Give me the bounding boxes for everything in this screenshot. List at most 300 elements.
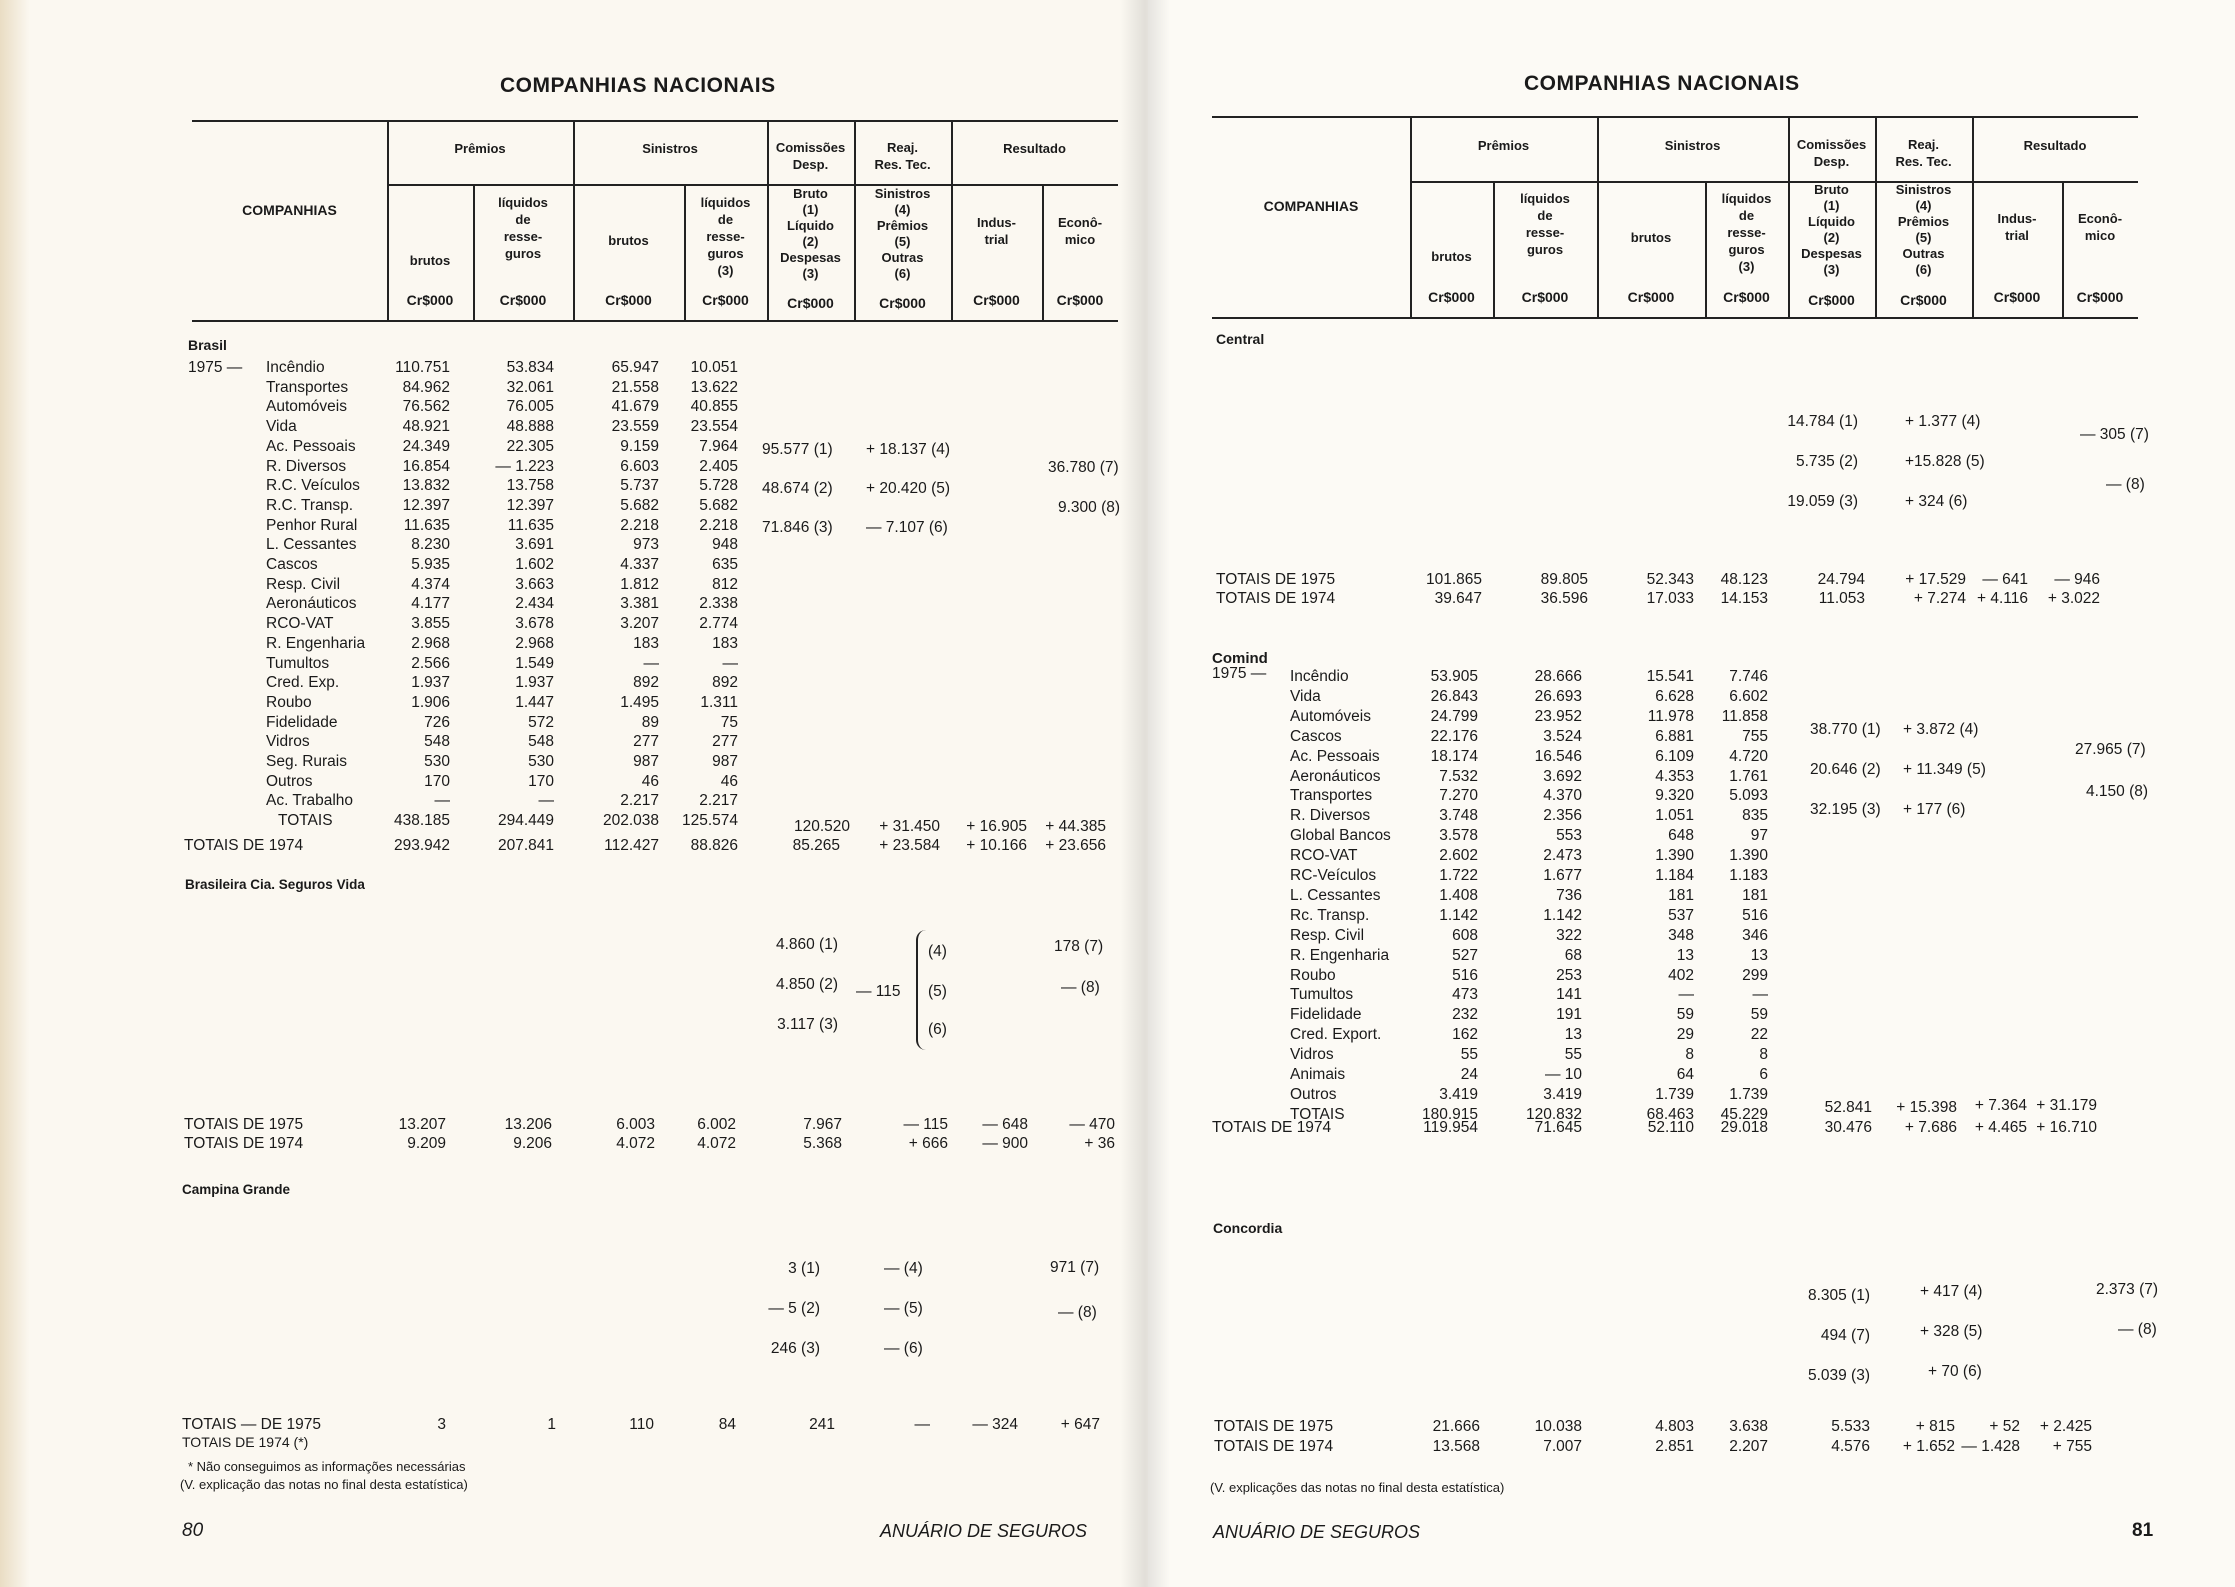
table-cell: 2.434 [515, 595, 554, 613]
table-cell: 89 [641, 713, 659, 731]
row-label: Tumultos [266, 654, 330, 672]
table-cell: 1.761 [1729, 767, 1768, 785]
table-cell: — [1678, 986, 1694, 1004]
table-cell: 835 [1742, 807, 1768, 825]
table-cell: 9.159 [620, 437, 659, 455]
table-cell: 23.559 [611, 418, 659, 436]
table-cell: 3.419 [1439, 1085, 1478, 1103]
totals-cell: + 7.686 [1904, 1119, 1957, 1136]
table-cell: 1.602 [515, 556, 554, 573]
totals-cell: + 17.529 [1905, 571, 1966, 588]
table-cell: 16.546 [1534, 747, 1582, 765]
table-cell: 1.390 [1655, 847, 1694, 865]
table-cell: 11.635 [403, 516, 450, 534]
reaj-value: — 7.107 (6) [866, 519, 948, 536]
table-cell: 548 [424, 733, 450, 751]
row-label: Cascos [266, 556, 318, 573]
row-label: Global Bancos [1290, 827, 1391, 845]
left-page-title: COMPANHIAS NACIONAIS [500, 74, 776, 97]
table-cell: 6 [1759, 1066, 1768, 1083]
table-cell: 59 [1750, 1006, 1768, 1024]
table-cell: 2.774 [699, 615, 738, 633]
header-liquidos: líquidos de resse- guros [498, 195, 548, 261]
reaj-value: + 70 (6) [1928, 1363, 1982, 1380]
totals-cell: 13.207 [398, 1116, 446, 1133]
footer-title: ANUÁRIO DE SEGUROS [1213, 1522, 1421, 1542]
header-sinistros-premios-outras: Sinistros (4) Prêmios (5) Outras (6) [1895, 182, 1952, 277]
comissoes-value: 20.646 (2) [1810, 761, 1881, 778]
header-reaj: Reaj. Res. Tec. [1895, 137, 1952, 169]
table-cell: 1.051 [1655, 807, 1694, 825]
totals-cell: + 3.022 [2047, 590, 2100, 607]
table-cell: 1.739 [1729, 1085, 1768, 1103]
reaj-value: — (4) [884, 1260, 923, 1277]
table-cell: 9.320 [1655, 787, 1694, 805]
table-cell: 55 [1460, 1046, 1478, 1064]
header-bruto-liquido-despesas: Bruto (1) Líquido (2) Despesas (3) [1801, 182, 1862, 277]
table-cell: 48.921 [402, 418, 450, 436]
table-cell: 3.748 [1439, 807, 1478, 825]
header-resultado: Resultado [1003, 141, 1066, 156]
comissoes-value: 4.860 (1) [775, 936, 838, 953]
unit-label: Cr$000 [605, 292, 652, 308]
totals-cell: 39.647 [1434, 590, 1482, 607]
totals-1975-cell: + 16.905 [966, 818, 1027, 835]
table-cell: 24 [1460, 1066, 1478, 1083]
table-cell: 4.353 [1655, 767, 1694, 785]
totals-cell: 88.826 [690, 837, 738, 854]
reaj-value: +15.828 (5) [1905, 453, 1985, 470]
totals-label: TOTAIS — DE 1975 [182, 1416, 321, 1433]
totals-cell: 9.209 [407, 1135, 446, 1152]
table-cell: 75 [720, 713, 738, 731]
header-comissoes: Comissões Desp. [1796, 137, 1867, 169]
reaj-value: — (6) [884, 1340, 923, 1357]
unit-label: Cr$000 [1627, 289, 1675, 305]
table-cell: 13.832 [402, 477, 450, 495]
table-cell: 1.677 [1543, 867, 1582, 884]
header-premios: Prêmios [454, 141, 506, 156]
table-cell: 170 [528, 772, 554, 790]
totals-cell: 4.576 [1831, 1438, 1870, 1455]
row-label: TOTAIS [1290, 1105, 1345, 1123]
reaj-label: (5) [928, 983, 947, 1000]
table-cell: 68.463 [1646, 1105, 1694, 1123]
table-cell: 183 [633, 634, 659, 652]
header-bruto-liquido-despesas: Bruto (1) Líquido (2) Despesas (3) [780, 186, 841, 281]
table-cell: 68 [1564, 946, 1582, 964]
totals-cell: + 815 [1915, 1418, 1955, 1435]
table-cell: 5.728 [699, 477, 738, 495]
table-cell: 537 [1668, 906, 1694, 924]
row-label: R. Engenharia [1290, 946, 1390, 964]
page-number: 81 [2132, 1520, 2154, 1541]
comissoes-value: 32.195 (3) [1810, 801, 1881, 818]
header-economico: Econô- mico [1057, 215, 1103, 247]
table-cell: 2.968 [515, 634, 554, 652]
table-cell: 892 [633, 674, 659, 692]
table-cell: 97 [1750, 827, 1768, 845]
table-cell: 277 [712, 733, 738, 751]
totals-cell: 2.851 [1655, 1438, 1694, 1455]
header-economico: Econô- mico [2077, 211, 2123, 243]
table-cell: 59 [1676, 1006, 1694, 1024]
comissoes-value: 4.850 (2) [775, 976, 838, 993]
totals-cell: 48.123 [1720, 571, 1768, 588]
unit-label: Cr$000 [2076, 289, 2124, 305]
footer-title: ANUÁRIO DE SEGUROS [880, 1521, 1088, 1541]
table-cell: 18.174 [1430, 747, 1478, 765]
table-cell: 183 [712, 634, 738, 652]
comissoes-value: 5.735 (2) [1795, 453, 1858, 470]
totals-cell: 52.343 [1646, 571, 1694, 588]
table-cell: 180.915 [1421, 1105, 1478, 1123]
table-cell: 346 [1742, 926, 1768, 944]
totals-cell: — 946 [2054, 571, 2100, 588]
table-cell: 530 [528, 753, 554, 770]
reaj-label: (4) [928, 943, 947, 960]
table-cell: 1.937 [411, 674, 450, 692]
unit-label: Cr$000 [406, 292, 454, 308]
table-cell: 1.722 [1439, 867, 1478, 884]
table-cell: 53.834 [506, 359, 554, 376]
table-cell: 7.270 [1439, 787, 1478, 805]
row-label: Fidelidade [1290, 1006, 1362, 1024]
totals-1975-cell: + 31.450 [879, 818, 940, 835]
row-label: Vidros [1290, 1046, 1334, 1064]
table-cell: 4.720 [1729, 747, 1768, 765]
unit-label: Cr$000 [1056, 292, 1104, 308]
table-cell: 13.622 [690, 378, 738, 396]
comissoes-value: 38.770 (1) [1810, 721, 1881, 738]
table-cell: 553 [1556, 827, 1582, 845]
table-cell: 8 [1759, 1046, 1768, 1064]
table-cell: 530 [424, 753, 450, 770]
totals-cell: + 7.274 [1913, 590, 1966, 607]
company-name: Brasil [188, 337, 227, 353]
table-cell: 1.142 [1543, 906, 1582, 924]
reaj-value: + 324 (6) [1905, 493, 1968, 510]
page-edge [0, 0, 30, 1587]
row-label: Animais [1290, 1066, 1346, 1083]
totals-cell: — 641 [1982, 571, 2028, 588]
totals-cell: 112.427 [604, 837, 659, 854]
table-cell: 438.185 [393, 812, 450, 830]
table-cell: 2.566 [411, 654, 450, 672]
row-label: R.C. Veículos [266, 477, 360, 495]
totals-cell: — 1.428 [1961, 1438, 2020, 1455]
table-cell: 4.337 [620, 556, 659, 573]
table-cell: 162 [1452, 1026, 1478, 1044]
resultado-value: — 305 (7) [2080, 426, 2149, 443]
totals-cell: + 52 [1989, 1418, 2020, 1435]
totals-cell: 2.207 [1729, 1438, 1768, 1455]
table-cell: 16.854 [402, 457, 450, 475]
unit-label: Cr$000 [499, 292, 547, 308]
table-cell: 40.855 [690, 398, 738, 416]
table-cell: 1.739 [1655, 1085, 1694, 1103]
table-cell: — [722, 654, 738, 672]
table-cell: 26.843 [1430, 687, 1478, 705]
table-cell: 402 [1668, 966, 1694, 984]
reaj-value: — 115 [856, 983, 901, 1000]
totals-cell: + 666 [908, 1135, 948, 1152]
totals-cell: — [914, 1416, 930, 1433]
unit-label: Cr$000 [1900, 292, 1947, 308]
row-label: Ac. Pessoais [1290, 747, 1380, 765]
company-name: Campina Grande [182, 1182, 291, 1197]
unit-label: Cr$000 [1428, 289, 1475, 305]
table-cell: 299 [1742, 966, 1768, 984]
table-cell: 41.679 [611, 398, 659, 416]
totals-1975-cell: + 31.179 [2036, 1097, 2097, 1114]
table-cell: 2.218 [699, 516, 738, 534]
resultado-value: 9.300 (8) [1058, 499, 1121, 516]
table-cell: 1.812 [620, 575, 659, 593]
reaj-value: — (5) [884, 1300, 923, 1317]
table-cell: 5.682 [699, 496, 738, 514]
table-cell: 23.952 [1534, 707, 1582, 725]
right-page-title: COMPANHIAS NACIONAIS [1524, 72, 1800, 95]
totals-cell: + 23.584 [879, 837, 940, 854]
row-label: Vida [1290, 687, 1321, 705]
totals-cell: 21.666 [1432, 1418, 1480, 1435]
resultado-value: 4.150 (8) [2086, 783, 2149, 800]
totals-cell: + 647 [1060, 1416, 1100, 1433]
row-label: L. Cessantes [266, 536, 357, 554]
table-cell: 21.558 [611, 378, 659, 396]
totals-cell: 14.153 [1720, 590, 1768, 607]
header-brutos-sinistros: brutos [608, 233, 649, 248]
table-cell: 15.541 [1646, 668, 1694, 685]
book-gutter [1120, 0, 1170, 1587]
totals-cell: + 23.656 [1045, 837, 1106, 854]
row-label: Fidelidade [266, 713, 338, 731]
comissoes-value: 494 (7) [1820, 1327, 1870, 1344]
totals-cell: 13.568 [1432, 1438, 1480, 1455]
reaj-value: + 1.377 (4) [1905, 413, 1981, 430]
resultado-value: — (8) [2118, 1321, 2157, 1338]
totals-label: TOTAIS DE 1975 [184, 1116, 304, 1133]
table-cell: 2.217 [699, 792, 738, 810]
table-cell: 294.449 [497, 812, 554, 830]
unit-label: Cr$000 [1723, 289, 1770, 305]
company-name: Concordia [1213, 1220, 1283, 1236]
table-cell: 84.962 [402, 378, 450, 396]
table-cell: 2.356 [1543, 807, 1582, 825]
header-brutos-sinistros: brutos [1630, 230, 1672, 245]
table-cell: 7.746 [1729, 668, 1768, 685]
table-cell: 55 [1564, 1046, 1582, 1064]
row-label: Ac. Pessoais [266, 437, 356, 455]
table-cell: 2.218 [620, 516, 659, 534]
table-cell: 1.937 [515, 674, 554, 692]
company-name: Brasileira Cia. Seguros Vida [185, 877, 365, 892]
table-cell: 26.693 [1534, 687, 1582, 705]
table-cell: 3.207 [620, 615, 659, 633]
comissoes-value: — 5 (2) [768, 1300, 820, 1317]
table-cell: 1.447 [515, 693, 554, 711]
page-number: 80 [182, 1520, 204, 1541]
table-cell: 608 [1452, 926, 1478, 944]
totals-label: TOTAIS DE 1974 [184, 837, 304, 854]
table-cell: 141 [1556, 986, 1582, 1004]
resultado-value: — (8) [1061, 979, 1100, 996]
totals-cell: 5.368 [803, 1135, 842, 1152]
totals-cell: 30.476 [1824, 1119, 1872, 1136]
table-cell: 11.635 [507, 516, 554, 534]
year-label: 1975 — [188, 359, 243, 376]
row-label: RC-Veículos [1290, 867, 1377, 884]
row-label: L. Cessantes [1290, 886, 1381, 904]
totals-cell: 71.645 [1534, 1119, 1582, 1136]
totals-label: TOTAIS DE 1974 [1214, 1438, 1334, 1455]
year-label: 1975 — [1212, 665, 1267, 682]
table-cell: — [1752, 986, 1768, 1004]
row-label: Resp. Civil [266, 575, 341, 593]
totals-label: TOTAIS DE 1975 [1214, 1418, 1334, 1435]
table-cell: 2.602 [1439, 847, 1478, 865]
row-label: Aeronáuticos [1290, 767, 1381, 785]
totals-cell: 119.954 [1423, 1119, 1478, 1136]
unit-label: Cr$000 [702, 292, 749, 308]
row-label: Aeronáuticos [266, 595, 357, 613]
table-cell: 8.230 [411, 536, 450, 554]
totals-label: TOTAIS DE 1975 [1216, 571, 1336, 588]
unit-label: Cr$000 [1993, 289, 2041, 305]
table-cell: 3.691 [515, 536, 554, 554]
table-cell: 1.142 [1439, 906, 1478, 924]
totals-cell: 13.206 [504, 1116, 552, 1133]
row-label: Transportes [1290, 787, 1373, 805]
row-label: Outros [1290, 1085, 1337, 1103]
unit-label: Cr$000 [973, 292, 1020, 308]
table-cell: 5.093 [1729, 787, 1768, 805]
totals-1975-cell: 120.520 [793, 818, 850, 835]
table-cell: 32.061 [506, 378, 554, 396]
table-cell: 527 [1452, 946, 1478, 964]
row-label: R. Diversos [1290, 807, 1371, 825]
table-cell: 202.038 [602, 812, 659, 830]
totals-cell: + 2.425 [2039, 1418, 2092, 1435]
table-cell: 10.051 [690, 359, 738, 376]
table-cell: 987 [712, 753, 738, 770]
table-cell: 2.473 [1543, 847, 1582, 865]
resultado-value: 178 (7) [1054, 938, 1104, 955]
reaj-value: + 177 (6) [1903, 801, 1966, 818]
comissoes-value: 95.577 (1) [762, 441, 833, 458]
header-sinistros-premios-outras: Sinistros (4) Prêmios (5) Outras (6) [874, 186, 931, 281]
totals-cell: + 10.166 [966, 837, 1027, 854]
header-companhias: COMPANHIAS [1263, 198, 1359, 214]
header-brutos: brutos [1431, 249, 1472, 264]
totals-cell: 3 [437, 1416, 446, 1433]
footnote: (V. explicações das notas no final desta estatística) [1210, 1480, 1505, 1495]
table-cell: 3.524 [1543, 727, 1582, 745]
table-cell: 22.176 [1430, 727, 1478, 745]
table-cell: 232 [1452, 1006, 1478, 1024]
unit-label: Cr$000 [1521, 289, 1569, 305]
totals-cell: 7.967 [803, 1116, 842, 1133]
row-label: Penhor Rural [266, 516, 358, 534]
header-liquidos-sinistros: líquidos de resse- guros (3) [1721, 191, 1772, 274]
unit-label: Cr$000 [879, 295, 926, 311]
table-cell: 125.574 [681, 812, 738, 830]
totals-cell: 17.033 [1646, 590, 1694, 607]
row-label: Transportes [266, 378, 349, 396]
header-comissoes: Comissões Desp. [775, 140, 846, 172]
row-label: Cascos [1290, 727, 1342, 745]
table-cell: 648 [1668, 827, 1694, 845]
totals-cell: 84 [718, 1416, 736, 1433]
table-cell: 277 [633, 733, 659, 751]
table-cell: 76.562 [402, 398, 450, 416]
table-cell: 6.628 [1655, 687, 1694, 705]
totals-label: TOTAIS DE 1974 [184, 1135, 304, 1152]
totals-cell: 207.841 [497, 837, 554, 854]
header-industrial: Indus- trial [1997, 211, 2037, 243]
row-label: Rc. Transp. [1290, 906, 1370, 924]
unit-label: Cr$000 [1808, 292, 1855, 308]
totals-cell: + 36 [1084, 1135, 1115, 1152]
totals-cell: + 755 [2052, 1438, 2092, 1455]
totals-cell: 85.265 [792, 837, 840, 854]
row-label: Automóveis [1290, 707, 1371, 725]
table-cell: 170 [424, 772, 450, 790]
comissoes-value: 19.059 (3) [1787, 493, 1858, 510]
table-cell: 13.758 [506, 477, 554, 495]
table-cell: 253 [1556, 966, 1582, 984]
resultado-value: — (8) [2106, 476, 2145, 493]
table-cell: 24.349 [402, 437, 450, 455]
table-cell: 5.935 [411, 556, 450, 573]
comissoes-value: 246 (3) [770, 1340, 820, 1357]
totals-cell: 4.803 [1655, 1418, 1694, 1435]
table-cell: 1.906 [411, 693, 450, 711]
totals-cell: 241 [809, 1416, 835, 1433]
totals-cell: 7.007 [1543, 1438, 1582, 1455]
table-cell: 2.217 [620, 792, 659, 810]
table-cell: 181 [1668, 886, 1694, 904]
table-cell: 1.495 [620, 693, 659, 711]
table-cell: 726 [424, 713, 450, 731]
header-sinistros: Sinistros [642, 141, 698, 156]
resultado-value: 27.965 (7) [2075, 741, 2146, 758]
header-premios: Prêmios [1477, 138, 1530, 153]
table-cell: 12.397 [506, 496, 554, 514]
totals-cell: 52.110 [1647, 1119, 1694, 1136]
table-cell: 1.183 [1729, 867, 1768, 884]
totals-1975-cell: + 44.385 [1045, 818, 1106, 835]
table-cell: 13 [1676, 946, 1694, 964]
row-label: Seg. Rurais [266, 753, 347, 770]
table-cell: 3.678 [515, 615, 554, 633]
table-cell: — [643, 654, 659, 672]
row-label: R.C. Transp. [266, 496, 353, 514]
table-cell: 6.881 [1655, 727, 1694, 745]
table-cell: 28.666 [1534, 668, 1582, 685]
table-cell: 572 [528, 713, 554, 731]
totals-cell: — 900 [982, 1135, 1028, 1152]
table-cell: 5.682 [620, 496, 659, 514]
table-cell: 2.338 [699, 595, 738, 613]
row-label: Incêndio [1290, 668, 1349, 685]
table-cell: 5.737 [620, 477, 659, 495]
footnote: * Não conseguimos as informações necessárias [188, 1459, 466, 1474]
table-cell: 516 [1742, 906, 1768, 924]
totals-cell: — 324 [972, 1416, 1018, 1433]
totals-cell: 11.053 [1818, 590, 1865, 607]
